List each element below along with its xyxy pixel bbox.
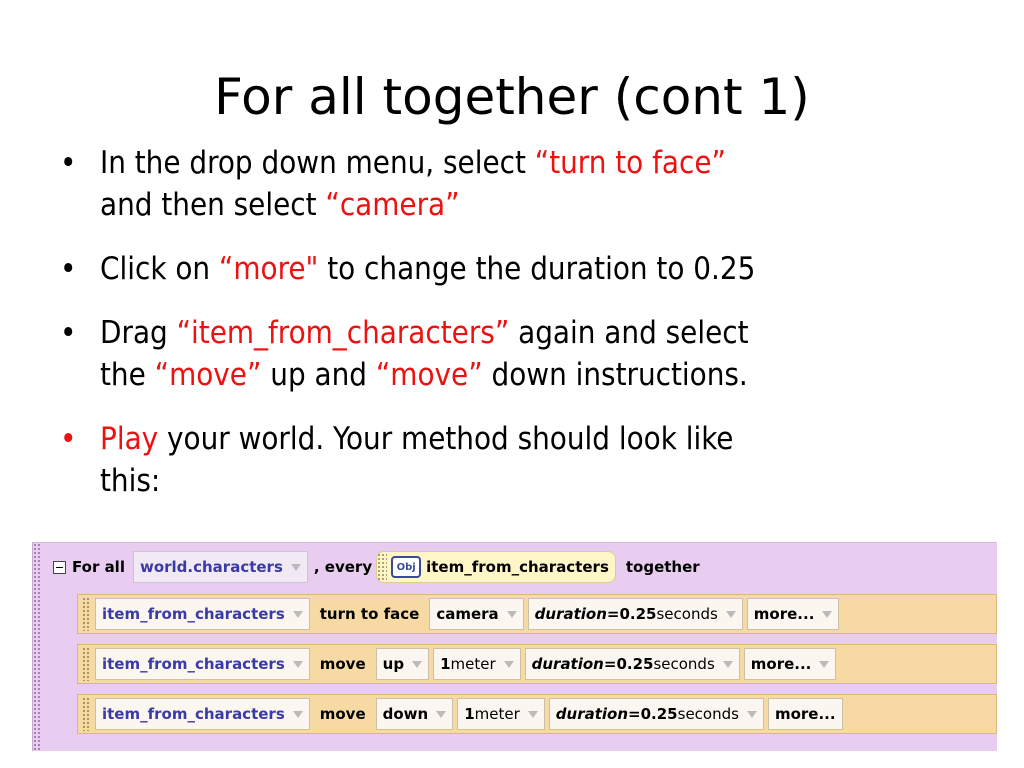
dropdown-arrow-icon — [412, 661, 422, 668]
method-name: move — [319, 705, 366, 723]
amount-value: 1 — [440, 655, 451, 673]
highlight-text: “camera” — [325, 187, 460, 223]
highlight-text: Play — [100, 421, 159, 457]
dropdown-arrow-icon — [293, 611, 303, 618]
bullet-dot: • — [60, 315, 77, 351]
more-label: more... — [774, 705, 836, 723]
more-dropdown[interactable] — [744, 648, 837, 680]
slide-title: For all together (cont 1) — [214, 68, 810, 126]
more-label: more... — [753, 605, 815, 623]
bullet-text: Drag — [100, 315, 177, 351]
row-grip-icon[interactable] — [82, 597, 91, 631]
method-name: move — [319, 655, 366, 673]
bullet-list — [60, 142, 1010, 524]
row-grip-icon[interactable] — [82, 697, 91, 731]
amount-unit: meter — [450, 655, 496, 673]
object-dropdown[interactable] — [95, 598, 310, 630]
bullet-text: again and select — [509, 315, 749, 351]
object-name: item_from_characters — [102, 705, 285, 723]
duration-value: 0.25 — [640, 705, 678, 723]
bullet-text: and then select — [100, 187, 326, 223]
duration-dropdown[interactable] — [528, 598, 743, 630]
duration-eq: = — [628, 705, 641, 723]
dropdown-arrow-icon — [436, 711, 446, 718]
bullet-text: up and — [261, 357, 376, 393]
duration-label: duration — [555, 705, 629, 723]
bullet-dot: • — [60, 145, 77, 181]
object-name: item_from_characters — [102, 605, 285, 623]
direction-value: down — [382, 705, 429, 723]
dropdown-arrow-icon — [723, 661, 733, 668]
instruction-row[interactable] — [77, 694, 997, 734]
item-variable-name: item_from_characters — [426, 558, 609, 576]
tile-grip-icon — [377, 553, 387, 581]
collapse-toggle-icon[interactable] — [53, 561, 66, 574]
object-icon: Obj — [391, 556, 421, 578]
list-dropdown[interactable] — [133, 551, 308, 583]
more-dropdown[interactable] — [768, 698, 843, 730]
highlight-text: “item_from_characters” — [176, 315, 510, 351]
list-value: world.characters — [139, 558, 283, 576]
amount-dropdown[interactable] — [433, 648, 521, 680]
duration-dropdown[interactable] — [525, 648, 740, 680]
bullet-item — [60, 312, 1010, 396]
item-variable-tile[interactable] — [376, 551, 616, 583]
dropdown-arrow-icon — [819, 661, 829, 668]
dropdown-arrow-icon — [726, 611, 736, 618]
target-dropdown[interactable] — [429, 598, 523, 630]
dropdown-arrow-icon — [291, 564, 301, 571]
dropdown-arrow-icon — [507, 611, 517, 618]
bullet-text: your world. Your method should look like — [158, 421, 734, 457]
instruction-row[interactable] — [77, 594, 997, 634]
bullet-text: down instructions. — [482, 357, 748, 393]
method-name: turn to face — [319, 605, 420, 623]
direction-dropdown[interactable] — [376, 648, 429, 680]
bullet-text: In the drop down menu, select — [100, 145, 535, 181]
amount-unit: meter — [474, 705, 520, 723]
bullet-item — [60, 248, 1010, 290]
amount-value: 1 — [464, 705, 475, 723]
alice-code-block — [32, 542, 997, 751]
dropdown-arrow-icon — [504, 661, 514, 668]
dropdown-arrow-icon — [822, 611, 832, 618]
bullet-text: the — [100, 357, 155, 393]
instruction-row[interactable] — [77, 644, 997, 684]
highlight-text: “turn to face” — [534, 145, 726, 181]
highlight-text: “more" — [218, 251, 319, 287]
duration-eq: = — [606, 605, 620, 623]
highlight-text: “move” — [154, 357, 262, 393]
object-name: item_from_characters — [102, 655, 285, 673]
dropdown-arrow-icon — [293, 661, 303, 668]
bullet-text: this: — [100, 463, 161, 499]
dropdown-arrow-icon — [747, 711, 757, 718]
more-label: more... — [750, 655, 812, 673]
bullet-item — [60, 142, 1010, 226]
every-label: , every — [313, 558, 373, 576]
duration-label: duration — [531, 655, 604, 673]
highlight-text: “move” — [375, 357, 483, 393]
duration-unit: seconds — [677, 705, 739, 723]
bullet-text: to change the duration to 0.25 — [318, 251, 756, 287]
direction-value: up — [382, 655, 405, 673]
dropdown-arrow-icon — [528, 711, 538, 718]
duration-value: 0.25 — [619, 605, 657, 623]
duration-eq: = — [603, 655, 617, 673]
direction-dropdown[interactable] — [376, 698, 454, 730]
bullet-dot: • — [60, 251, 77, 287]
duration-label: duration — [534, 605, 607, 623]
duration-unit: seconds — [656, 605, 718, 623]
drag-handle[interactable] — [33, 543, 41, 751]
object-dropdown[interactable] — [95, 648, 310, 680]
bullet-dot: • — [60, 421, 77, 457]
object-dropdown[interactable] — [95, 698, 310, 730]
target-value: camera — [436, 605, 499, 623]
amount-dropdown[interactable] — [457, 698, 545, 730]
more-dropdown[interactable] — [747, 598, 840, 630]
duration-dropdown[interactable] — [549, 698, 764, 730]
bullet-item — [60, 418, 1010, 502]
dropdown-arrow-icon — [293, 711, 303, 718]
duration-unit: seconds — [653, 655, 715, 673]
bullet-text: Click on — [100, 251, 219, 287]
duration-value: 0.25 — [616, 655, 654, 673]
together-label: together — [625, 558, 700, 576]
row-grip-icon[interactable] — [82, 647, 91, 681]
for-all-header — [53, 549, 700, 585]
for-all-label: For all — [72, 558, 125, 576]
